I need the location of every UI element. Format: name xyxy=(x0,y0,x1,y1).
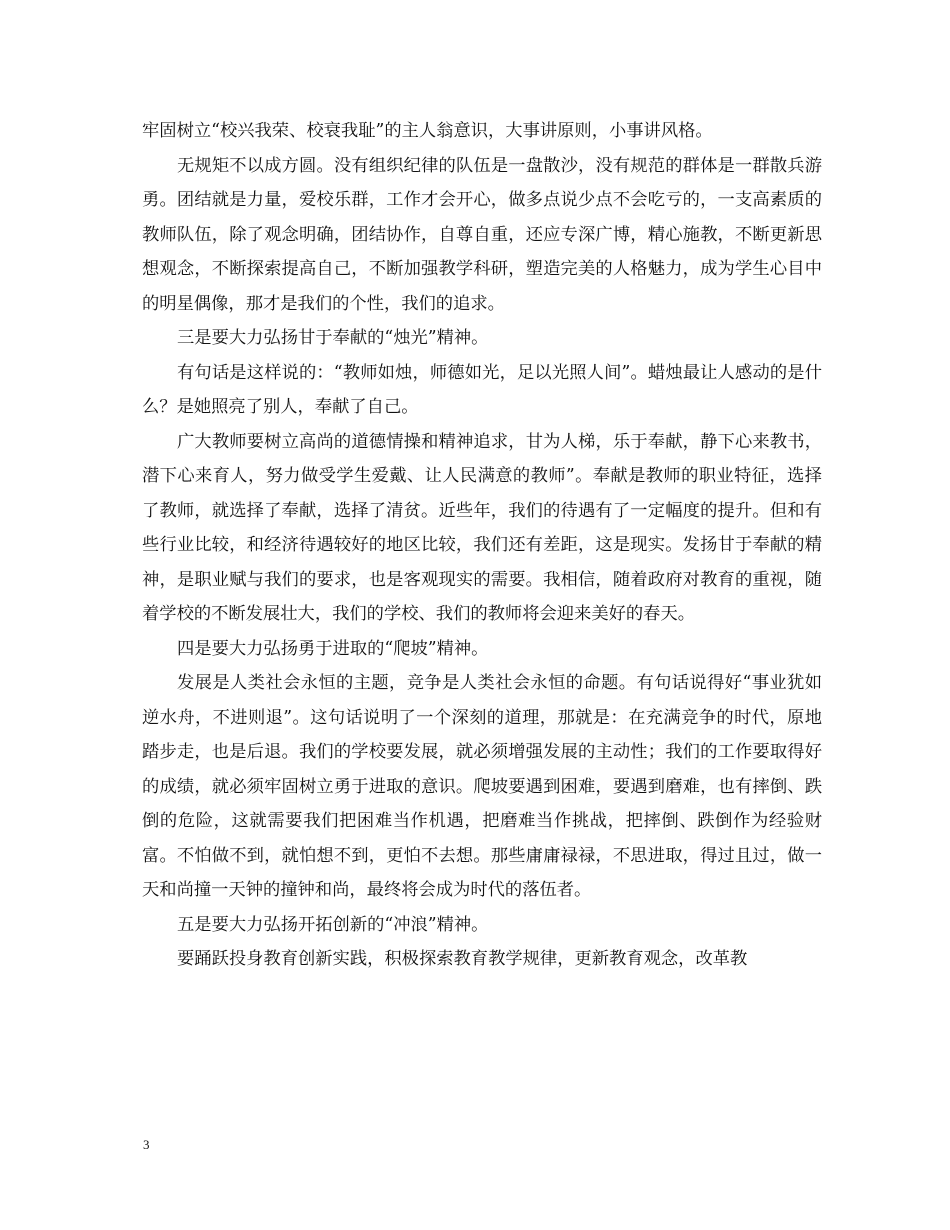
heading-fourth-point: 四是要大力弘扬勇于进取的“爬坡”精神。 xyxy=(177,638,489,659)
paragraph-dedication: 广大教师要树立高尚的道德情操和精神追求，甘为人梯，乐于奉献，静下心来教书，潜下心来育人，努力做受学生爱戴、让人民满意的教师”。奉献是教师的职业特征，选择了教师，就选择了奉献，选择了清贫。近些年，我们的待遇有了一定幅度的提升。但和有些行业比较，和经济待遇较好的地区比较，我们还有差距，这是现实。发扬甘于奉献的精神，是职业赋与我们的要求，也是客观现实的需要。我相信，随着政府对教育的重视，随着学校的不断发展壮大，我们的学校、我们的教师将会迎来美好的春天。 xyxy=(142,431,822,624)
paragraph-progress: 发展是人类社会永恒的主题，竞争是人类社会永恒的命题。有句话说得好“事业犹如逆水舟，不进则退”。这句话说明了一个深刻的道理，那就是：在充满竞争的时代，原地踏步走，也是后退。我们的学校要发展，就必须增强发展的主动性；我们的工作要取得好的成绩，就必须牢固树立勇于进取的意识。爬坡要遇到困难，要遇到磨难，也有摔倒、跌倒的危险，这就需要我们把困难当作机遇，把磨难当作挑战，把摔倒、跌倒作为经验财富。不怕做不到，就怕想不到，更怕不去想。那些庸庸禄禄，不思进取，得过且过，做一天和尚撞一天钟的撞钟和尚，最终将会成为时代的落伍者。 xyxy=(142,673,822,900)
paragraph-innovation: 要踊跃投身教育创新实践，积极探索教育教学规律，更新教育观念，改革教 xyxy=(177,949,748,969)
page-number: 3 xyxy=(143,1137,150,1152)
paragraph-continuation: 牢固树立“校兴我荣、校衰我耻”的主人翁意识，大事讲原则，小事讲风格。 xyxy=(142,121,713,141)
heading-fifth-point: 五是要大力弘扬开拓创新的“冲浪”精神。 xyxy=(177,914,489,935)
heading-third-point: 三是要大力弘扬甘于奉献的“烛光”精神。 xyxy=(177,328,489,348)
body-text xyxy=(142,114,822,977)
paragraph-candle-quote: 有句话是这样说的：“教师如烛，师德如光，足以光照人间”。蜡烛最让人感动的是什么？是她照亮了别人，奉献了自己。 xyxy=(142,362,822,417)
paragraph-rules-and-unity: 无规矩不以成方圆。没有组织纪律的队伍是一盘散沙，没有规范的群体是一群散兵游勇。团结就是力量，爱校乐群，工作才会开心，做多点说少点不会吃亏的，一支高素质的教师队伍，除了观念明确，团结协作，自尊自重，还应专深广博，精心施教，不断更新思想观念，不断探索提高自己，不断加强教学科研，塑造完美的人格魅力，成为学生心目中的明星偶像，那才是我们的个性，我们的追求。 xyxy=(142,155,822,314)
